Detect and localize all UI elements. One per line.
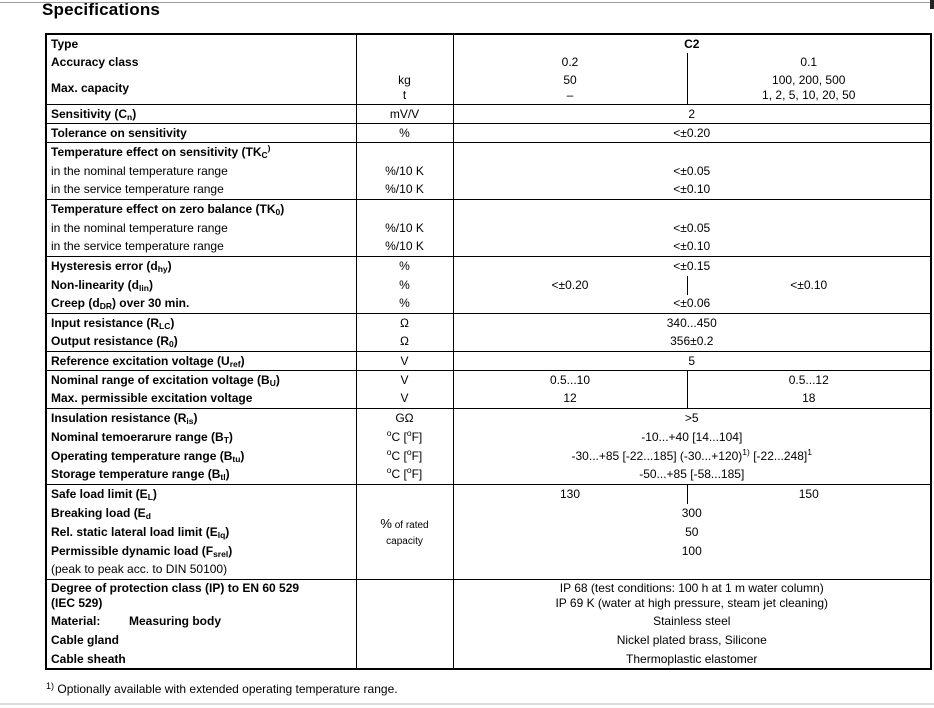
spec-value-cell: 300 bbox=[681, 505, 702, 520]
spec-value-cell: 100, 200, 500 1, 2, 5, 10, 20, 50 bbox=[687, 72, 931, 105]
spec-unit-cell: Ω bbox=[356, 314, 453, 333]
spec-label-cell: Reference excitation voltage $(U_{ref})$ bbox=[46, 352, 356, 371]
table-row bbox=[46, 542, 931, 561]
spec-value-cell: -30...+85 [-22...185] $(-30...+120)^{1)}$ $[-22...248]^1$ bbox=[571, 446, 812, 463]
spec-value-cell: C2 bbox=[684, 36, 700, 51]
spec-label-cell: Max. permissible excitation voltage bbox=[51, 391, 253, 406]
footnote bbox=[46, 682, 398, 696]
spec-unit-cell bbox=[356, 631, 453, 650]
spec-value-cell: -50...+85 [-58...185] bbox=[639, 467, 745, 482]
spec-value-cell: Nickel plated brass, Silicone bbox=[616, 633, 767, 647]
spec-value-cell: <±0.05 bbox=[673, 163, 711, 178]
spec-unit-cell: %/10 K bbox=[356, 181, 453, 200]
spec-unit-cell: %/10 K bbox=[356, 219, 453, 238]
spec-value-cell: >5 bbox=[453, 409, 931, 428]
spec-label-cell: Max. capacity bbox=[51, 80, 130, 95]
table-row bbox=[46, 631, 931, 650]
spec-unit-cell: GΩ bbox=[356, 409, 453, 428]
spec-label-cell: Nominal range of excitation voltage $(B_U)$ bbox=[46, 371, 356, 390]
spec-value-cell: 0.1 bbox=[687, 53, 931, 72]
spec-label-cell: in the service temperature range bbox=[51, 182, 224, 197]
spec-value-cell: 130 bbox=[453, 485, 687, 504]
specifications-table bbox=[45, 33, 932, 670]
spec-label-cell: Material: Measuring body bbox=[51, 614, 222, 628]
spec-unit-cell bbox=[356, 143, 453, 162]
spec-value-cell: 50 – bbox=[563, 73, 577, 102]
table-row bbox=[46, 371, 931, 390]
spec-unit-cell: % bbox=[356, 257, 453, 276]
spec-label-cell: in the nominal temperature range bbox=[51, 220, 228, 235]
table-row bbox=[46, 143, 931, 162]
spec-label-cell: Storage temperature range $(B_{tl})$ bbox=[51, 467, 230, 483]
spec-value-cell: 50 bbox=[685, 524, 699, 539]
spec-unit-cell: $^o$C [$^o$F] bbox=[356, 428, 453, 447]
table-row bbox=[46, 580, 931, 613]
spec-value-cell: 0.2 bbox=[561, 55, 579, 69]
spec-label-cell: Type bbox=[51, 36, 79, 51]
spec-value-cell: 356±0.2 bbox=[670, 334, 714, 349]
table-row bbox=[46, 72, 931, 105]
spec-value-cell bbox=[453, 200, 931, 219]
spec-label-cell: Nominal temoerarure range $(B_T)$ bbox=[51, 429, 233, 445]
spec-unit-cell: % bbox=[356, 276, 453, 295]
spec-value-cell: 12 bbox=[563, 391, 577, 406]
table-row bbox=[46, 352, 931, 371]
spec-value-cell: Thermoplastic elastomer bbox=[626, 651, 758, 666]
spec-value-cell: <±0.06 bbox=[673, 296, 711, 311]
spec-unit-cell: %/10 K bbox=[356, 162, 453, 181]
table-row bbox=[46, 238, 931, 257]
table-row bbox=[46, 34, 931, 53]
table-row bbox=[46, 650, 931, 669]
spec-unit-cell bbox=[356, 200, 453, 219]
spec-value-cell: 5 bbox=[453, 352, 931, 371]
spec-label-cell: Operating temperature range $(B_{tu})$ bbox=[51, 448, 245, 464]
spec-label-cell: Hysteresis error $(d_{hy})$ bbox=[46, 257, 356, 276]
spec-unit-cell: V bbox=[356, 352, 453, 371]
table-row bbox=[46, 53, 931, 72]
bottom-rule bbox=[0, 703, 934, 705]
table-row bbox=[46, 447, 931, 466]
spec-value-cell: <±0.10 bbox=[687, 276, 931, 295]
table-row bbox=[46, 523, 931, 542]
table-row bbox=[46, 181, 931, 200]
spec-unit-cell: %/10 K bbox=[356, 238, 453, 257]
spec-table-body bbox=[46, 34, 931, 669]
spec-label-cell: Tolerance on sensitivity bbox=[46, 124, 356, 143]
table-row bbox=[46, 276, 931, 295]
spec-unit-cell: % bbox=[356, 124, 453, 143]
spec-unit-cell bbox=[356, 53, 453, 72]
spec-value-cell: Stainless steel bbox=[653, 614, 731, 628]
spec-unit-cell bbox=[356, 612, 453, 631]
table-row bbox=[46, 504, 931, 523]
spec-value-cell: <±0.20 bbox=[551, 277, 589, 292]
spec-label-cell: Permissible dynamic load $(F_{srel})$ bbox=[51, 543, 233, 559]
spec-label-cell: Cable gland bbox=[51, 633, 120, 647]
spec-label-cell: Input resistance $(R_{LC})$ bbox=[46, 314, 356, 333]
table-row bbox=[46, 295, 931, 314]
spec-unit-cell: $^o$C [$^o$F] bbox=[356, 447, 453, 466]
table-row bbox=[46, 162, 931, 181]
spec-unit-cell bbox=[356, 34, 453, 53]
footnote-text: Optionally available with extended operating temperature range. bbox=[57, 682, 398, 696]
spec-value-cell: 340...450 bbox=[453, 314, 931, 333]
footnote-marker: 1) bbox=[46, 681, 55, 691]
spec-label-cell: Temperature effect on sensitivity ($TK_C^)$ bbox=[46, 143, 356, 162]
table-row bbox=[46, 219, 931, 238]
spec-unit-cell: V bbox=[356, 371, 453, 390]
spec-value-cell: <±0.10 bbox=[673, 239, 711, 254]
spec-unit-cell: V bbox=[356, 390, 453, 409]
spec-label-cell: Accuracy class bbox=[51, 55, 139, 69]
spec-value-cell: <±0.10 bbox=[673, 182, 711, 197]
spec-unit-cell: % bbox=[356, 295, 453, 314]
spec-value-cell: 2 bbox=[453, 105, 931, 124]
spec-label-cell: Sensitivity $(C_n)$ bbox=[46, 105, 356, 124]
spec-value-cell: 150 bbox=[687, 485, 931, 504]
spec-value-cell: IP 68 (test conditions: 100 h at 1 m water column) IP 69 K (water at high pressure, steam jet cleaning) bbox=[453, 580, 931, 613]
spec-value-cell: 0.5...10 bbox=[453, 371, 687, 390]
table-row bbox=[46, 466, 931, 485]
spec-label-cell: Output resistance $(R_0)$ bbox=[51, 334, 178, 350]
spec-label-cell: Non-linearity $(d_{lin})$ bbox=[51, 277, 153, 293]
spec-unit-cell: $^o$C [$^o$F] bbox=[356, 466, 453, 485]
spec-label-cell: Breaking load ($E_d$ bbox=[51, 505, 151, 521]
spec-value-cell: 18 bbox=[687, 390, 931, 409]
spec-value-cell: <±0.05 bbox=[673, 220, 711, 235]
spec-label-cell: Insulation resistance $(R_{is})$ bbox=[46, 409, 356, 428]
spec-value-cell: 0.5...12 bbox=[687, 371, 931, 390]
table-row bbox=[46, 333, 931, 352]
spec-value-cell: -10...+40 [14...104] bbox=[641, 429, 743, 444]
spec-label-cell: Cable sheath bbox=[51, 651, 126, 666]
spec-unit-cell: % of rated capacity bbox=[356, 485, 453, 580]
spec-unit-cell: kg t bbox=[356, 72, 453, 105]
table-row bbox=[46, 428, 931, 447]
table-row bbox=[46, 561, 931, 580]
spec-unit-cell: mV/V bbox=[356, 105, 453, 124]
spec-value-cell: 100 bbox=[681, 543, 702, 558]
spec-label-cell: Degree of protection class (IP) to EN 60 529 (IEC 529) bbox=[46, 580, 356, 613]
table-row bbox=[46, 390, 931, 409]
spec-unit-cell bbox=[356, 650, 453, 669]
spec-value-cell: <±0.15 bbox=[453, 257, 931, 276]
spec-unit-cell bbox=[356, 580, 453, 613]
table-row bbox=[46, 612, 931, 631]
spec-value-cell: <±0.20 bbox=[453, 124, 931, 143]
table-row bbox=[46, 200, 931, 219]
table-row bbox=[46, 314, 931, 333]
table-row bbox=[46, 257, 931, 276]
spec-label-cell: (peak to peak acc. to DIN 50100) bbox=[51, 562, 228, 577]
spec-label-cell: Rel. static lateral load limit $(E_{lq})$ bbox=[51, 524, 230, 540]
spec-unit-cell: Ω bbox=[356, 333, 453, 352]
spec-value-cell bbox=[453, 143, 931, 162]
spec-label-cell: Temperature effect on zero balance $(TK_0)$ bbox=[46, 200, 356, 219]
spec-label-cell: in the nominal temperature range bbox=[51, 163, 228, 178]
spec-value-cell bbox=[453, 561, 931, 580]
table-row bbox=[46, 124, 931, 143]
page-corner-mark bbox=[930, 0, 934, 9]
table-row bbox=[46, 485, 931, 504]
page-title: Specifications bbox=[42, 0, 161, 19]
spec-label-cell: Creep $(d_{DR})$ over 30 min. bbox=[51, 296, 190, 312]
table-row bbox=[46, 409, 931, 428]
spec-label-cell: Safe load limit $(E_L)$ bbox=[46, 485, 356, 504]
spec-label-cell: in the service temperature range bbox=[51, 239, 224, 254]
table-row bbox=[46, 105, 931, 124]
